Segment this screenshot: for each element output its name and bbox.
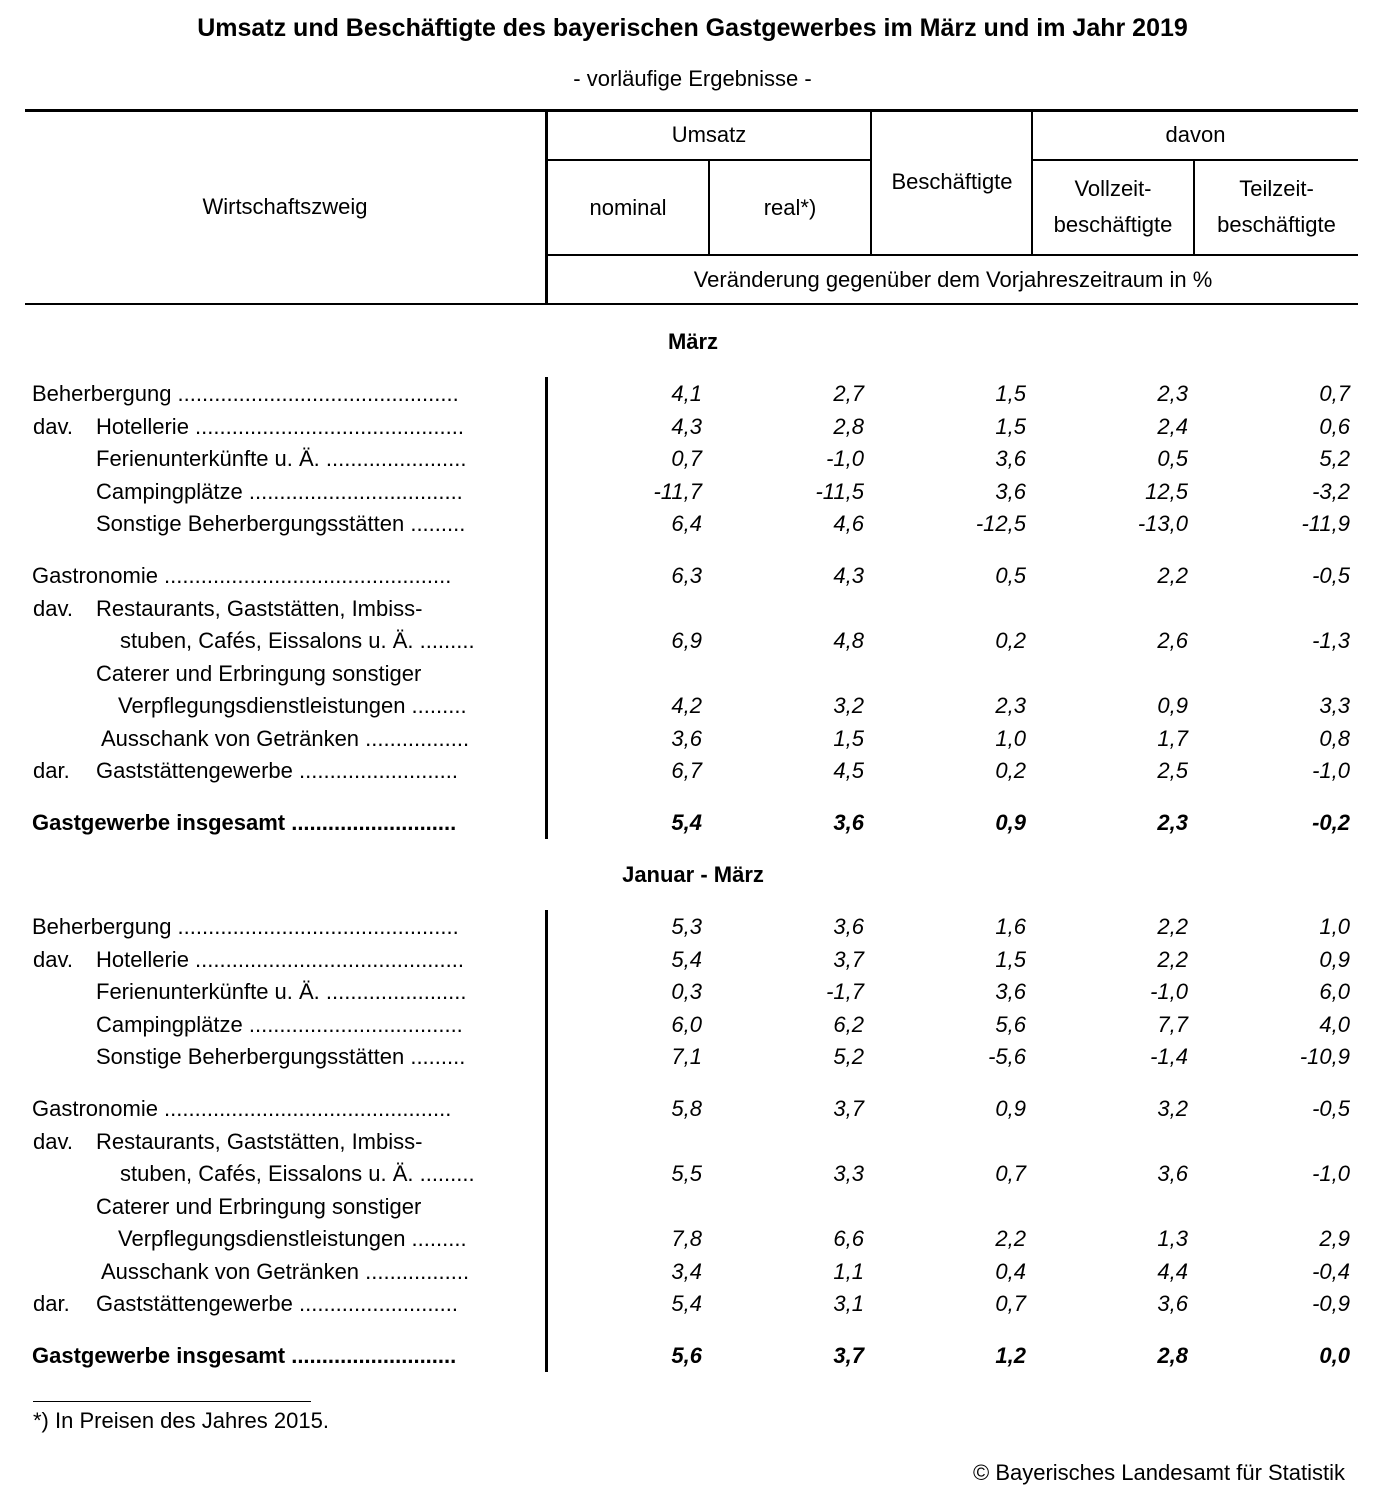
row-value: 0,2 — [995, 628, 1026, 653]
table-row — [0, 596, 1395, 628]
header-veraenderung: Veränderung gegenüber dem Vorjahreszeitraum in % — [693, 267, 1213, 292]
table-row — [0, 414, 1395, 446]
header-real: real*) — [763, 195, 817, 220]
row-value: 3,6 — [995, 479, 1026, 504]
table-row — [0, 381, 1395, 413]
row-label: Beherbergung .............................................. — [32, 381, 459, 406]
row-value: -11,9 — [1301, 511, 1350, 536]
row-value: -10,9 — [1299, 1044, 1350, 1069]
row-label: stuben, Cafés, Eissalons u. Ä. ......... — [120, 1161, 475, 1186]
row-value: -0,5 — [1312, 563, 1350, 588]
row-label: Verpflegungsdienstleistungen ......... — [118, 1226, 467, 1251]
row-value: -13,0 — [1137, 511, 1188, 536]
row-value: -5,6 — [988, 1044, 1026, 1069]
table-row — [0, 1012, 1395, 1044]
row-value: -0,4 — [1312, 1259, 1350, 1284]
row-label: Ausschank von Getränken ................. — [101, 726, 470, 751]
row-value: 1,7 — [1157, 726, 1188, 751]
table-row — [0, 1343, 1395, 1375]
row-value: 2,7 — [833, 381, 864, 406]
table-row — [0, 979, 1395, 1011]
row-value: 12,5 — [1145, 479, 1188, 504]
row-value: 3,6 — [995, 446, 1026, 471]
row-value: 3,2 — [1157, 1096, 1188, 1121]
row-value: 1,0 — [1319, 914, 1350, 939]
row-value: 0,9 — [1319, 947, 1350, 972]
row-value: 2,6 — [1157, 628, 1188, 653]
row-value: -0,9 — [1312, 1291, 1350, 1316]
row-value: 5,4 — [671, 810, 702, 835]
row-value: 4,3 — [671, 414, 702, 439]
row-value: 2,9 — [1319, 1226, 1350, 1251]
header-davon: davon — [1165, 122, 1226, 147]
row-prefix: dav. — [33, 596, 73, 621]
row-value: 4,1 — [671, 381, 702, 406]
row-value: 0,7 — [671, 446, 702, 471]
row-label: Campingplätze ................................... — [96, 1012, 463, 1037]
header-top-rule — [25, 109, 1358, 112]
row-value: 6,9 — [671, 628, 702, 653]
row-value: 7,7 — [1157, 1012, 1188, 1037]
row-value: 0,5 — [1157, 446, 1188, 471]
row-value: 1,0 — [995, 726, 1026, 751]
table-row — [0, 758, 1395, 790]
header-bottom-rule — [25, 303, 1358, 305]
table-row — [0, 1161, 1395, 1193]
row-value: 3,7 — [833, 1096, 864, 1121]
row-value: 0,0 — [1319, 1343, 1350, 1368]
row-value: 5,5 — [671, 1161, 702, 1186]
row-value: 4,6 — [833, 511, 864, 536]
row-label: Verpflegungsdienstleistungen ......... — [118, 693, 467, 718]
row-value: 2,8 — [1157, 1343, 1188, 1368]
table-row — [0, 1194, 1395, 1226]
row-value: -1,4 — [1150, 1044, 1188, 1069]
header-vollzeit-2: beschäftigte — [1053, 212, 1173, 237]
header-beschaeftigte: Beschäftigte — [891, 169, 1013, 194]
row-label: Restaurants, Gaststätten, Imbiss- — [96, 596, 423, 621]
row-value: 4,5 — [833, 758, 864, 783]
row-value: 5,6 — [671, 1343, 702, 1368]
row-value: 6,6 — [833, 1226, 864, 1251]
row-value: -12,5 — [975, 511, 1026, 536]
row-value: 3,6 — [833, 914, 864, 939]
row-value: 0,9 — [1157, 693, 1188, 718]
row-value: 2,2 — [995, 1226, 1026, 1251]
row-label: Gastronomie ............................................... — [32, 1096, 452, 1121]
row-value: 6,2 — [833, 1012, 864, 1037]
row-value: -3,2 — [1312, 479, 1350, 504]
footnote: *) In Preisen des Jahres 2015. — [33, 1408, 329, 1433]
section-title-maerz: März — [667, 329, 719, 354]
row-value: -11,7 — [653, 479, 702, 504]
row-value: 1,5 — [995, 414, 1026, 439]
row-value: 4,4 — [1157, 1259, 1188, 1284]
section-title-januar-maerz: Januar - März — [622, 862, 764, 887]
row-value: 1,6 — [995, 914, 1026, 939]
table-row — [0, 628, 1395, 660]
row-value: -11,5 — [815, 479, 864, 504]
row-label: Restaurants, Gaststätten, Imbiss- — [96, 1129, 423, 1154]
table-row — [0, 810, 1395, 842]
row-label: Gastgewerbe insgesamt ........................... — [32, 810, 457, 835]
row-value: 5,3 — [671, 914, 702, 939]
row-label: Sonstige Beherbergungsstätten ......... — [96, 511, 466, 536]
table-row — [0, 947, 1395, 979]
row-value: 3,7 — [833, 1343, 864, 1368]
row-value: 2,3 — [1157, 810, 1188, 835]
row-prefix: dar. — [33, 1291, 70, 1316]
header-umsatz: Umsatz — [671, 122, 747, 147]
table-row — [0, 1044, 1395, 1076]
table-row — [0, 693, 1395, 725]
row-value: -1,0 — [1312, 758, 1350, 783]
table-row — [0, 479, 1395, 511]
header-teilzeit-2: beschäftigte — [1217, 212, 1336, 237]
row-value: -0,5 — [1312, 1096, 1350, 1121]
row-value: 3,3 — [833, 1161, 864, 1186]
table-row — [0, 511, 1395, 543]
row-value: 0,9 — [995, 1096, 1026, 1121]
copyright: © Bayerisches Landesamt für Statistik — [973, 1460, 1346, 1485]
row-value: 1,5 — [995, 947, 1026, 972]
row-value: 3,6 — [671, 726, 702, 751]
row-value: 5,4 — [671, 947, 702, 972]
row-value: 1,2 — [995, 1343, 1026, 1368]
row-value: 6,7 — [671, 758, 702, 783]
row-value: 4,2 — [671, 693, 702, 718]
header-teilzeit-1: Teilzeit- — [1239, 176, 1314, 201]
row-value: 5,6 — [995, 1012, 1026, 1037]
row-value: 3,6 — [1157, 1291, 1188, 1316]
row-value: 4,8 — [833, 628, 864, 653]
row-value: 6,0 — [671, 1012, 702, 1037]
row-value: 1,5 — [833, 726, 864, 751]
row-value: 0,7 — [1319, 381, 1350, 406]
row-prefix: dar. — [33, 758, 70, 783]
row-label: Gastgewerbe insgesamt ........................... — [32, 1343, 457, 1368]
table-row — [0, 661, 1395, 693]
row-label: Ferienunterkünfte u. Ä. ....................... — [96, 979, 467, 1004]
row-value: 5,2 — [1319, 446, 1350, 471]
row-value: 0,3 — [671, 979, 702, 1004]
table-row — [0, 446, 1395, 478]
row-value: 3,2 — [833, 693, 864, 718]
row-value: 3,4 — [671, 1259, 702, 1284]
row-label: Campingplätze ................................... — [96, 479, 463, 504]
header-nominal: nominal — [589, 195, 667, 220]
row-value: 6,4 — [671, 511, 702, 536]
row-label: Caterer und Erbringung sonstiger — [96, 661, 422, 686]
row-value: 3,3 — [1319, 693, 1350, 718]
header-vollzeit-1: Vollzeit- — [1074, 176, 1152, 201]
row-value: 0,8 — [1319, 726, 1350, 751]
row-value: 0,7 — [995, 1291, 1026, 1316]
row-value: 3,7 — [833, 947, 864, 972]
table-row — [0, 1096, 1395, 1128]
row-value: 2,8 — [833, 414, 864, 439]
row-value: 3,6 — [995, 979, 1026, 1004]
row-value: 3,6 — [833, 810, 864, 835]
row-value: 0,5 — [995, 563, 1026, 588]
row-label: Caterer und Erbringung sonstiger — [96, 1194, 422, 1219]
row-prefix: dav. — [33, 1129, 73, 1154]
row-value: 2,2 — [1157, 947, 1188, 972]
row-value: 7,8 — [671, 1226, 702, 1251]
row-label: stuben, Cafés, Eissalons u. Ä. ......... — [120, 628, 475, 653]
row-value: -1,0 — [826, 446, 864, 471]
row-value: 1,3 — [1157, 1226, 1188, 1251]
row-value: 1,5 — [995, 381, 1026, 406]
table-row — [0, 1226, 1395, 1258]
row-value: 3,6 — [1157, 1161, 1188, 1186]
row-label: Ferienunterkünfte u. Ä. ....................... — [96, 446, 467, 471]
row-label: Sonstige Beherbergungsstätten ......... — [96, 1044, 466, 1069]
table-row — [0, 1291, 1395, 1323]
row-label: Ausschank von Getränken ................. — [101, 1259, 470, 1284]
row-value: 0,4 — [995, 1259, 1026, 1284]
header-wirtschaftszweig: Wirtschaftszweig — [202, 194, 368, 219]
row-value: 5,4 — [671, 1291, 702, 1316]
table-row — [0, 726, 1395, 758]
row-label: Gastronomie ............................................... — [32, 563, 452, 588]
row-prefix: dav. — [33, 414, 73, 439]
row-value: 2,2 — [1157, 914, 1188, 939]
row-value: 2,5 — [1157, 758, 1188, 783]
page-subtitle: - vorläufige Ergebnisse - — [573, 66, 812, 91]
row-value: 7,1 — [671, 1044, 702, 1069]
table-row — [0, 914, 1395, 946]
row-value: 0,9 — [995, 810, 1026, 835]
row-label: Beherbergung .............................................. — [32, 914, 459, 939]
row-value: 2,3 — [1157, 381, 1188, 406]
page-title: Umsatz und Beschäftigte des bayerischen Gastgewerbes im März und im Jahr 2019 — [197, 14, 1188, 42]
row-value: -0,2 — [1312, 810, 1350, 835]
row-value: -1,3 — [1312, 628, 1350, 653]
row-label: Hotellerie ............................................ — [96, 947, 464, 972]
row-label: Hotellerie ............................................ — [96, 414, 464, 439]
row-value: 6,0 — [1319, 979, 1350, 1004]
row-value: 5,2 — [833, 1044, 864, 1069]
row-value: -1,7 — [826, 979, 864, 1004]
row-value: 4,3 — [833, 563, 864, 588]
row-value: 6,3 — [671, 563, 702, 588]
row-value: 5,8 — [671, 1096, 702, 1121]
header-rule-davon — [1033, 159, 1358, 161]
row-label: Gaststättengewerbe .......................... — [96, 758, 458, 783]
table-row — [0, 563, 1395, 595]
row-value: 2,4 — [1157, 414, 1188, 439]
footnote-rule — [33, 1401, 311, 1402]
row-value: -1,0 — [1312, 1161, 1350, 1186]
row-value: 0,7 — [995, 1161, 1026, 1186]
row-value: 4,0 — [1319, 1012, 1350, 1037]
row-label: Gaststättengewerbe .......................... — [96, 1291, 458, 1316]
row-value: 3,1 — [833, 1291, 864, 1316]
row-value: -1,0 — [1150, 979, 1188, 1004]
row-prefix: dav. — [33, 947, 73, 972]
table-row — [0, 1129, 1395, 1161]
row-value: 1,1 — [833, 1259, 864, 1284]
row-value: 0,2 — [995, 758, 1026, 783]
table-row — [0, 1259, 1395, 1291]
row-value: 2,2 — [1157, 563, 1188, 588]
row-value: 2,3 — [995, 693, 1026, 718]
row-value: 0,6 — [1319, 414, 1350, 439]
header-rule-units — [547, 254, 1358, 256]
